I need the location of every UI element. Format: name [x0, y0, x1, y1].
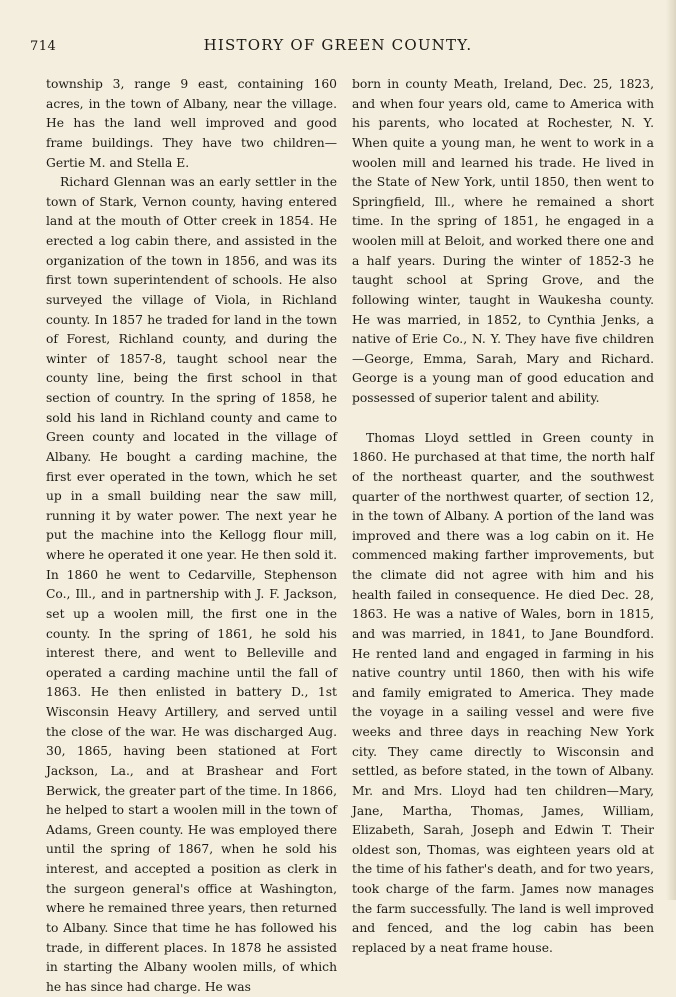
paragraph: Thomas Lloyd settled in Green county in 1860. He purchased at that time, the north half of the northeast quarter, and the southwest quarter of the northwest quarter, of section 12, in the town of Albany. A portion of the land was improved and there was a log cabin on it. He commenced making farther improvements, but the climate did not agree with him and his health failed in consequence. He died Dec. 28, 1863. He was a native of Wales, born in 1815, and was married, in 1841, to Jane Boundford. He rented land and engaged in farming in his native country until 1860, then with his wife and family emigrated to America. They made the voyage in a sailing vessel and were five weeks and three days in reaching New York city. They came directly to Wisconsin and settled, as before stated, in the town of Albany. Mr. and Mrs. Lloyd had ten children—Mary, Jane, Martha, Thomas, James, William, Elizabeth, Sarah, Joseph and Edwin T. Their oldest son, Thomas, was eighteen years old at the time of his father's death, and for two years, took charge of the farm. James now manages the farm successfully. The land is well improved and fenced, and the log cabin has been replaced by a neat frame house.: [352, 430, 654, 955]
paragraph: township 3, range 9 east, containing 160 acres, in the town of Albany, near the village. He has the land well improved and good frame buildings. They have two children—Gertie M. and Stella E.: [46, 77, 337, 170]
page-number: 714: [30, 39, 57, 54]
right-column: [352, 75, 654, 959]
paragraph: Richard Glennan was an early settler in the town of Stark, Vernon county, having entered land at the mouth of Otter creek in 1854. He erected a log cabin there, and assisted in the organization of the town in 1856, and was its first town superintendent of schools. He also surveyed the village of Viola, in Richland county. In 1857 he traded for land in the town of Forest, Richland county, and during the winter of 1857-8, taught school near the county line, being the first school in that section of country. In the spring of 1858, he sold his land in Richland county and came to Green county and located in the village of Albany. He bought a carding machine, the first ever operated in the town, which he set up in a small building near the saw mill, running it by water power. The next year he put the machine into the Kellogg flour mill, where he operated it one year. He then sold it. In 1860 he went to Cedarville, Stephenson Co., Ill., and in partnership with J. F. Jackson, set up a woolen mill, the first one in the county. In the spring of 1861, he sold his interest there, and went to Belleville and operated a carding machine until the fall of 1863. He then enlisted in battery D., 1st Wisconsin Heavy Artillery, and served until the close of the war. He was discharged Aug. 30, 1865, having been stationed at Fort Jackson, La., and at Brashear and Fort Berwick, the greater part of the time. In 1866, he helped to start a woolen mill in the town of Adams, Green county. He was employed there until the spring of 1867, when he sold his interest, and accepted a position as clerk in the surgeon general's office at Washington, where he remained three years, then returned to Albany. Since that time he has followed his trade, in different places. In 1878 he assisted in starting the Albany woolen mills, of which he has since had charge. He was: [46, 175, 337, 994]
left-column: [46, 75, 337, 997]
page-edge-shadow: [666, 0, 676, 900]
paragraph: born in county Meath, Ireland, Dec. 25, 1823, and when four years old, came to America with his parents, who located at Rochester, N. Y. When quite a young man, he went to work in a woolen mill and learned his trade. He lived in the State of New York, until 1850, then went to Springfield, Ill., where he remained a short time. In the spring of 1851, he engaged in a woolen mill at Beloit, and worked there one and a half years. During the winter of 1852-3 he taught school at Spring Grove, and the following winter, taught in Waukesha county. He was married, in 1852, to Cynthia Jenks, a native of Erie Co., N. Y. They have five children—George, Emma, Sarah, Mary and Richard. George is a young man of good education and possessed of superior talent and ability.: [352, 77, 654, 405]
running-title: HISTORY OF GREEN COUNTY.: [203, 36, 473, 54]
